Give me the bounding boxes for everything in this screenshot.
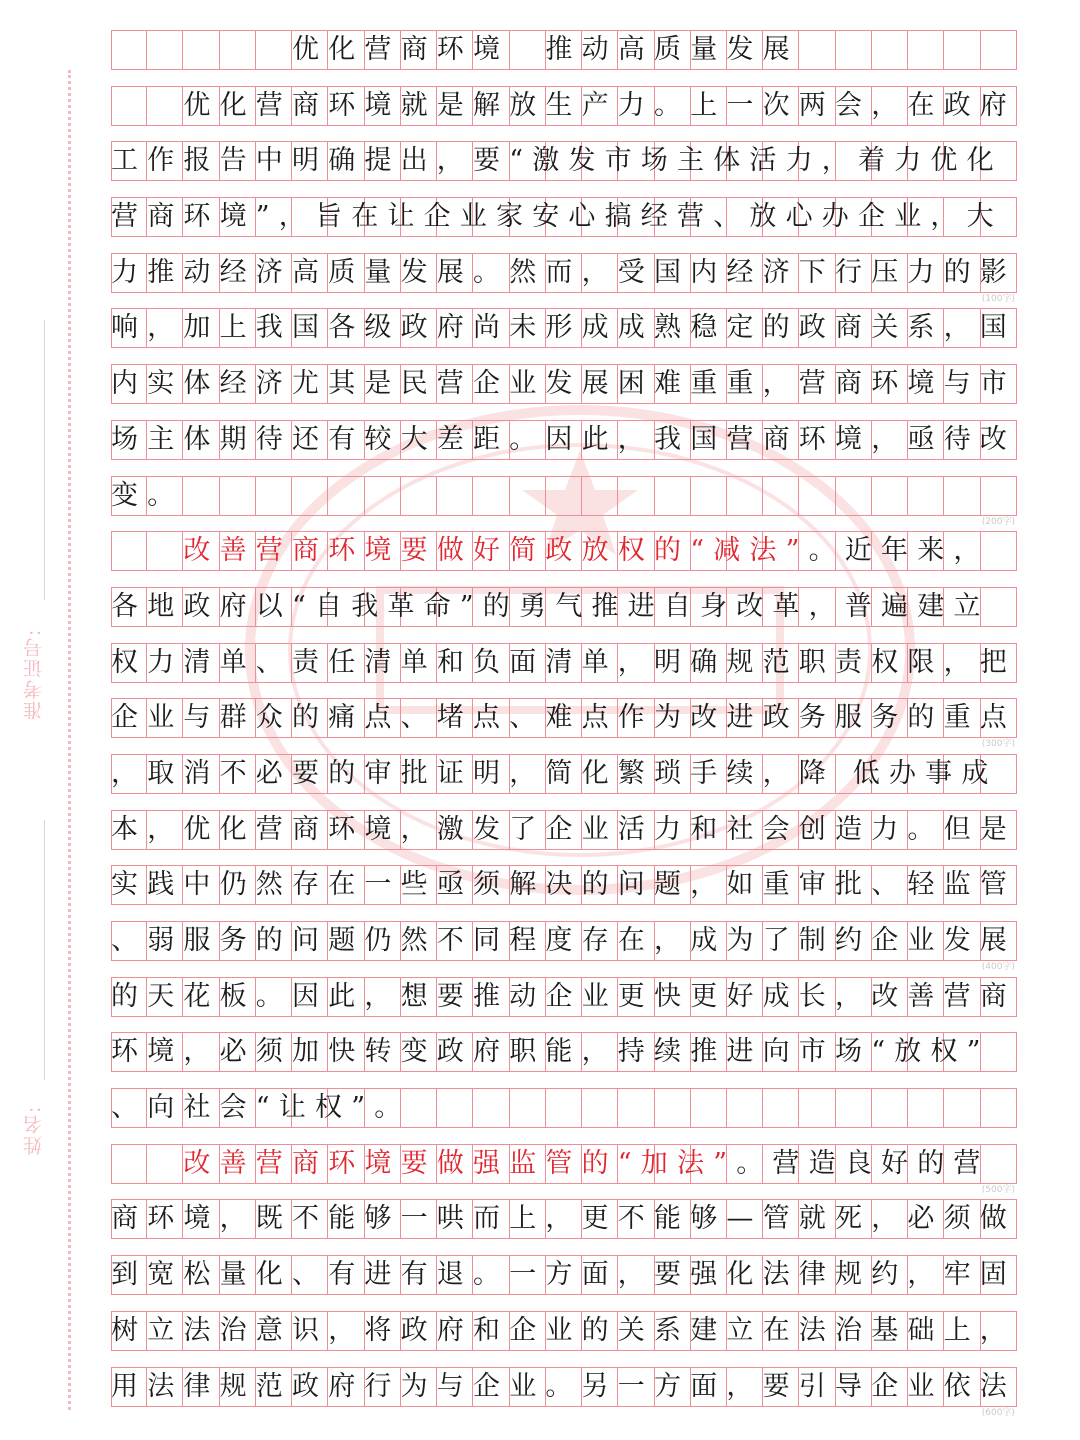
essay-row (111, 1367, 1017, 1418)
essay-row (111, 643, 1017, 683)
essay-line (111, 1032, 990, 1072)
line-segment: 变。 (111, 479, 184, 511)
essay-row (111, 1088, 1017, 1128)
line-segment: 树立法治意识，将政府和企业的关系建立在法治基础上， (111, 1314, 1016, 1346)
line-segment: 商环境，既不能够一哄而上，更不能够—管就死，必须做 (111, 1203, 1016, 1235)
essay-line (111, 1199, 1016, 1239)
essay-row (111, 1144, 1017, 1195)
essay-row (111, 197, 1017, 237)
essay-line (111, 587, 990, 627)
title-row (111, 30, 1017, 70)
word-count-marker: (600字) (981, 1407, 1015, 1418)
essay-row (111, 364, 1017, 404)
line-segment: 营商环境”，旨在让企业家安心搞经营、放心办企业，大 (111, 201, 1003, 233)
line-segment: 各地政府以“自我革命”的勇气推进自身改革，普遍建立 (111, 590, 990, 622)
line-segment: 优化营商环境就是解放生产力。上一次两会，在政府 (111, 89, 1016, 121)
essay-row (111, 86, 1017, 126)
essay-row (111, 754, 1017, 794)
essay-row (111, 587, 1017, 627)
line-segment: 内实体经济尤其是民营企业发展困难重重，营商环境与市 (111, 368, 1016, 400)
essay-line (111, 1088, 410, 1128)
line-segment: 。营造良好的营 (736, 1147, 990, 1179)
essay-line (111, 977, 1016, 1017)
essay-line (111, 531, 990, 571)
line-segment: 实践中仍然存在一些亟须解决的问题，如重审批、轻监管 (111, 869, 1016, 901)
essay-line (111, 865, 1016, 905)
essay-row (111, 308, 1017, 348)
essay-line (111, 420, 1016, 460)
word-count-marker: (400字) (981, 962, 1015, 972)
essay-row (111, 921, 1017, 972)
essay-row (111, 865, 1017, 905)
line-segment: 力推动经济高质量发展。然而，受国内经济下行压力的影 (111, 256, 1016, 288)
essay-row (111, 141, 1017, 181)
exam-id-label: 准考证号: (23, 627, 45, 720)
essay-line (111, 364, 1016, 404)
line-segment (111, 1148, 183, 1179)
essay-row (111, 1255, 1017, 1295)
essay-title (111, 30, 799, 70)
line-segment: 响，加上我国各级政府尚未形成成熟稳定的政商关系，国 (111, 312, 1016, 344)
line-segment: 本，优化营商环境，激发了企业活力和社会创造力。但是 (111, 813, 1016, 845)
name-write-line (44, 820, 45, 1080)
word-count-marker: (100字) (981, 293, 1015, 304)
line-segment: 、向社会“让权”。 (111, 1092, 411, 1124)
essay-row (111, 977, 1017, 1017)
word-count-marker: (300字) (981, 739, 1015, 750)
essay-line (111, 308, 1016, 348)
essay-line (111, 1144, 990, 1184)
line-segment: 、弱服务的问题仍然不同程度存在，成为了制约企业发展 (111, 925, 1016, 956)
essay-line (111, 1311, 1016, 1351)
line-segment: 企业与群众的痛点、堵点、难点作为改进政务服务的重点 (111, 702, 1016, 734)
essay-line (111, 921, 1016, 961)
essay-row (111, 810, 1017, 850)
line-segment (111, 34, 292, 65)
line-segment: 权力清单、责任清单和负面清单，明确规范职责权限，把 (111, 646, 1016, 678)
name-label: 姓名: (23, 1104, 45, 1155)
line-segment (111, 535, 183, 566)
essay-grid (111, 30, 1017, 1422)
line-segment: 用法律规范政府行为与企业。另一方面，要引导企业依法 (111, 1370, 1016, 1402)
essay-row (111, 1032, 1017, 1072)
exam-id-write-line (44, 320, 45, 600)
essay-line (111, 810, 1016, 850)
essay-line (111, 698, 1016, 738)
line-segment: ，取消不必要的审批证明，简化繁琐手续，降 低办事成 (111, 757, 998, 789)
essay-line (111, 86, 1016, 126)
word-count-marker: (200字) (981, 516, 1015, 527)
essay-row (111, 698, 1017, 750)
line-segment: 到宽松量化、有进有退。一方面，要强化法律规约，牢固 (111, 1259, 1016, 1291)
essay-row (111, 253, 1017, 304)
line-segment: 。近年来， (808, 535, 990, 567)
grid-cells (111, 476, 1017, 516)
essay-line (111, 1255, 1016, 1295)
essay-line (111, 253, 1016, 293)
line-segment: 环境，必须加快转变政府职能，持续推进向市场“放权” (111, 1036, 990, 1068)
line-segment: 优化营商环境 推动高质量发展 (292, 34, 799, 65)
essay-line (111, 476, 183, 516)
word-count-marker: (500字) (981, 1184, 1015, 1195)
binding-dotted-line (68, 70, 71, 1410)
essay-line (111, 754, 998, 794)
highlighted-thesis: 改善营商环境要做强监管的“加法” (183, 1147, 737, 1179)
essay-line (111, 197, 1003, 237)
line-segment: 工作报告中明确提出，要“激发市场主体活力，着力优化 (111, 145, 1003, 177)
essay-row (111, 531, 1017, 571)
essay-row (111, 1311, 1017, 1351)
binding-margin (0, 0, 108, 1440)
line-segment: 的天花板。因此，想要推动企业更快更好成长，改善营商 (111, 980, 1016, 1012)
highlighted-thesis: 改善营商环境要做好简政放权的“减法” (183, 535, 809, 567)
essay-line (111, 643, 1016, 683)
essay-line (111, 141, 1003, 181)
essay-row (111, 420, 1017, 460)
line-segment: 场主体期待还有较大差距。因此，我国营商环境，亟待改 (111, 423, 1016, 455)
essay-row (111, 1199, 1017, 1239)
essay-row (111, 476, 1017, 527)
essay-line (111, 1367, 1016, 1407)
